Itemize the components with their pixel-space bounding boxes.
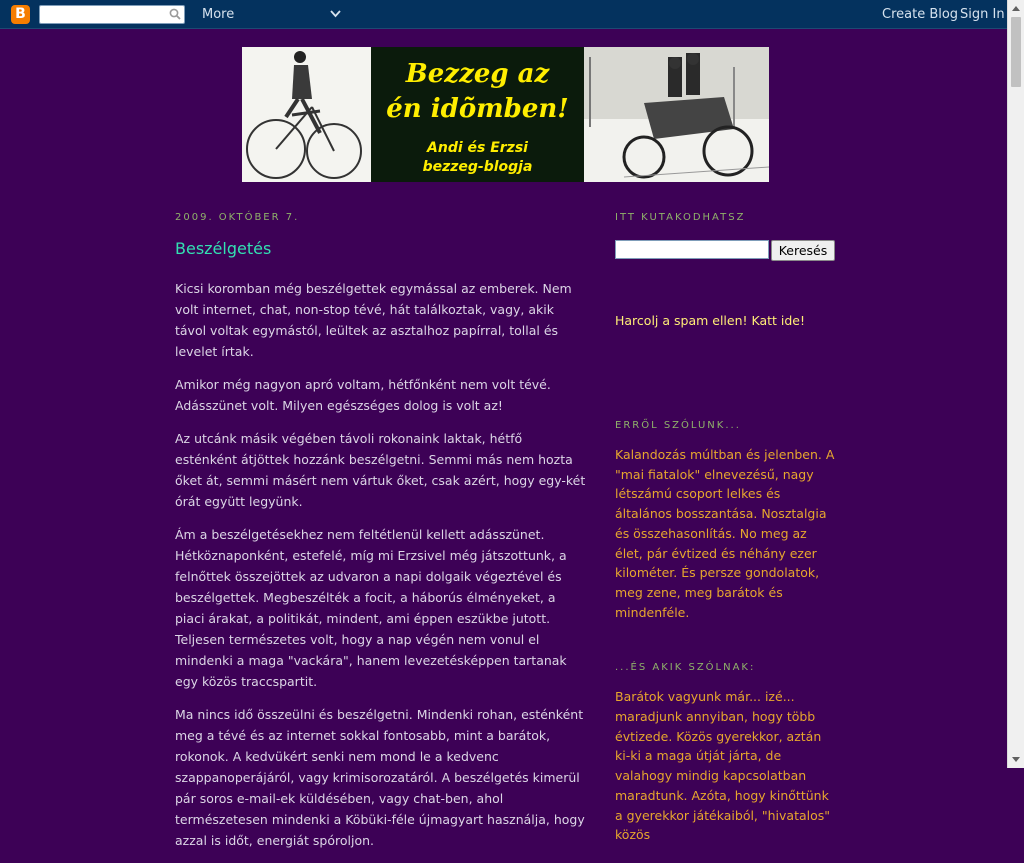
post-paragraph: Ám a beszélgetésekhez nem feltétlenül kellett adásszünet. Hétköznaponként, estefelé, míg mi Erzsivel még játszottunk, a felnőttek összejöttek az udvaron a napi dolgaik végeztével és beszélgettek. Megbeszélték a focit, a háborús élményeket, a piaci árakat, a politikát, mindent, ami éppen eszükbe jutott. Teljesen természetes volt, hogy a nap végén nem vonul el mindenki a maga "vackára", hanem levezetésképpen tartanak egy közös traccspartit. — [175, 527, 567, 689]
chevron-down-icon[interactable] — [330, 9, 341, 18]
search-widget — [615, 240, 837, 261]
post-body — [175, 278, 587, 851]
velocipede-illustration — [242, 47, 371, 182]
sign-in-link[interactable]: Sign In — [960, 7, 1005, 22]
main-column — [175, 212, 587, 863]
banner-title-block — [371, 47, 584, 182]
scroll-down-arrow-icon[interactable] — [1008, 751, 1024, 768]
vertical-scrollbar[interactable] — [1007, 0, 1024, 768]
blog-header-banner[interactable] — [242, 47, 769, 182]
post-paragraph: Az utcánk másik végében távoli rokonaink laktak, hétfő esténként átjöttek hozzánk beszélgetni. Semmi más nem hozta őket át, semmi másért nem vártuk őket, csak azért, hogy egy-két órát együtt legyünk. — [175, 431, 586, 509]
scrollbar-thumb[interactable] — [1011, 17, 1021, 87]
about-heading: ERRŐL SZÓLUNK... — [615, 420, 741, 431]
spam-link[interactable]: Harcolj a spam ellen! Katt ide! — [615, 313, 806, 328]
more-menu-label[interactable]: More — [202, 7, 235, 22]
post-date-header: 2009. OKTÓBER 7. — [175, 212, 300, 223]
search-widget-heading: ITT KUTAKODHATSZ — [615, 212, 746, 223]
post-paragraph: Amikor még nagyon apró voltam, hétfőnként nem volt tévé. Adásszünet volt. Milyen egészséges dolog is volt az! — [175, 377, 551, 413]
sidebar — [615, 212, 837, 845]
search-icon[interactable] — [169, 8, 181, 20]
motorcar-illustration — [584, 47, 769, 182]
post-paragraph: Ma nincs idő összeülni és beszélgetni. Mindenki rohan, esténként meg a tévé és az internet sokkal fontosabb, mint a barátok, rokonok. A kedvükért senki nem mond le a kedvenc szappanoperájáról, vagy krimisorozatáról. A beszélgetés kimerül pár soros e-mail-ek küldésében, vagy chat-ben, ahol természetesen mindenki a Köbüki-féle újmagyart használja, hogy azzal is időt, energiát spóroljon. — [175, 707, 585, 848]
blogger-navbar — [0, 0, 1024, 29]
blog-title: Bezzeg az én idõmben! — [386, 59, 569, 124]
authors-text: Barátok vagyunk már... izé... maradjunk annyiban, hogy több évtizede. Közös gyerekkor, aztán ki-ki a maga útját járta, de valahogy mindig kapcsolatban maradtunk. Azóta, hogy kinőttünk a gyerekkor játékaiból, "hivatalos" közös — [615, 689, 831, 843]
navbar-search-input[interactable] — [39, 5, 185, 24]
blogger-logo-icon[interactable]: B — [11, 5, 30, 24]
blog-subtitle: Andi és Erzsi bezzeg-blogja — [422, 140, 533, 175]
scroll-up-arrow-icon[interactable] — [1008, 0, 1024, 17]
create-blog-link[interactable]: Create Blog — [882, 7, 959, 22]
search-button[interactable]: Keresés — [771, 240, 835, 261]
post-paragraph: Kicsi koromban még beszélgettek egymással az emberek. Nem volt internet, chat, non-stop tévé, hát találkoztak, vagy, akik távol voltak egymástól, leültek az asztalhoz papírral, tollal és levelet írtak. — [175, 281, 572, 359]
authors-heading: ...ÉS AKIK SZÓLNAK: — [615, 662, 756, 674]
about-text: Kalandozás múltban és jelenben. A "mai fiatalok" elnevezésű, nagy létszámú csoport lelkes és általános bosszantása. Nosztalgia és összehasonlítás. No meg az élet, pár évtized és néhány ezer kilométer. És persze gondolatok, meg zene, meg barátok és mindenféle. — [615, 447, 835, 620]
post-title[interactable]: Beszélgetés — [175, 239, 272, 258]
blog-search-input[interactable] — [615, 240, 769, 259]
